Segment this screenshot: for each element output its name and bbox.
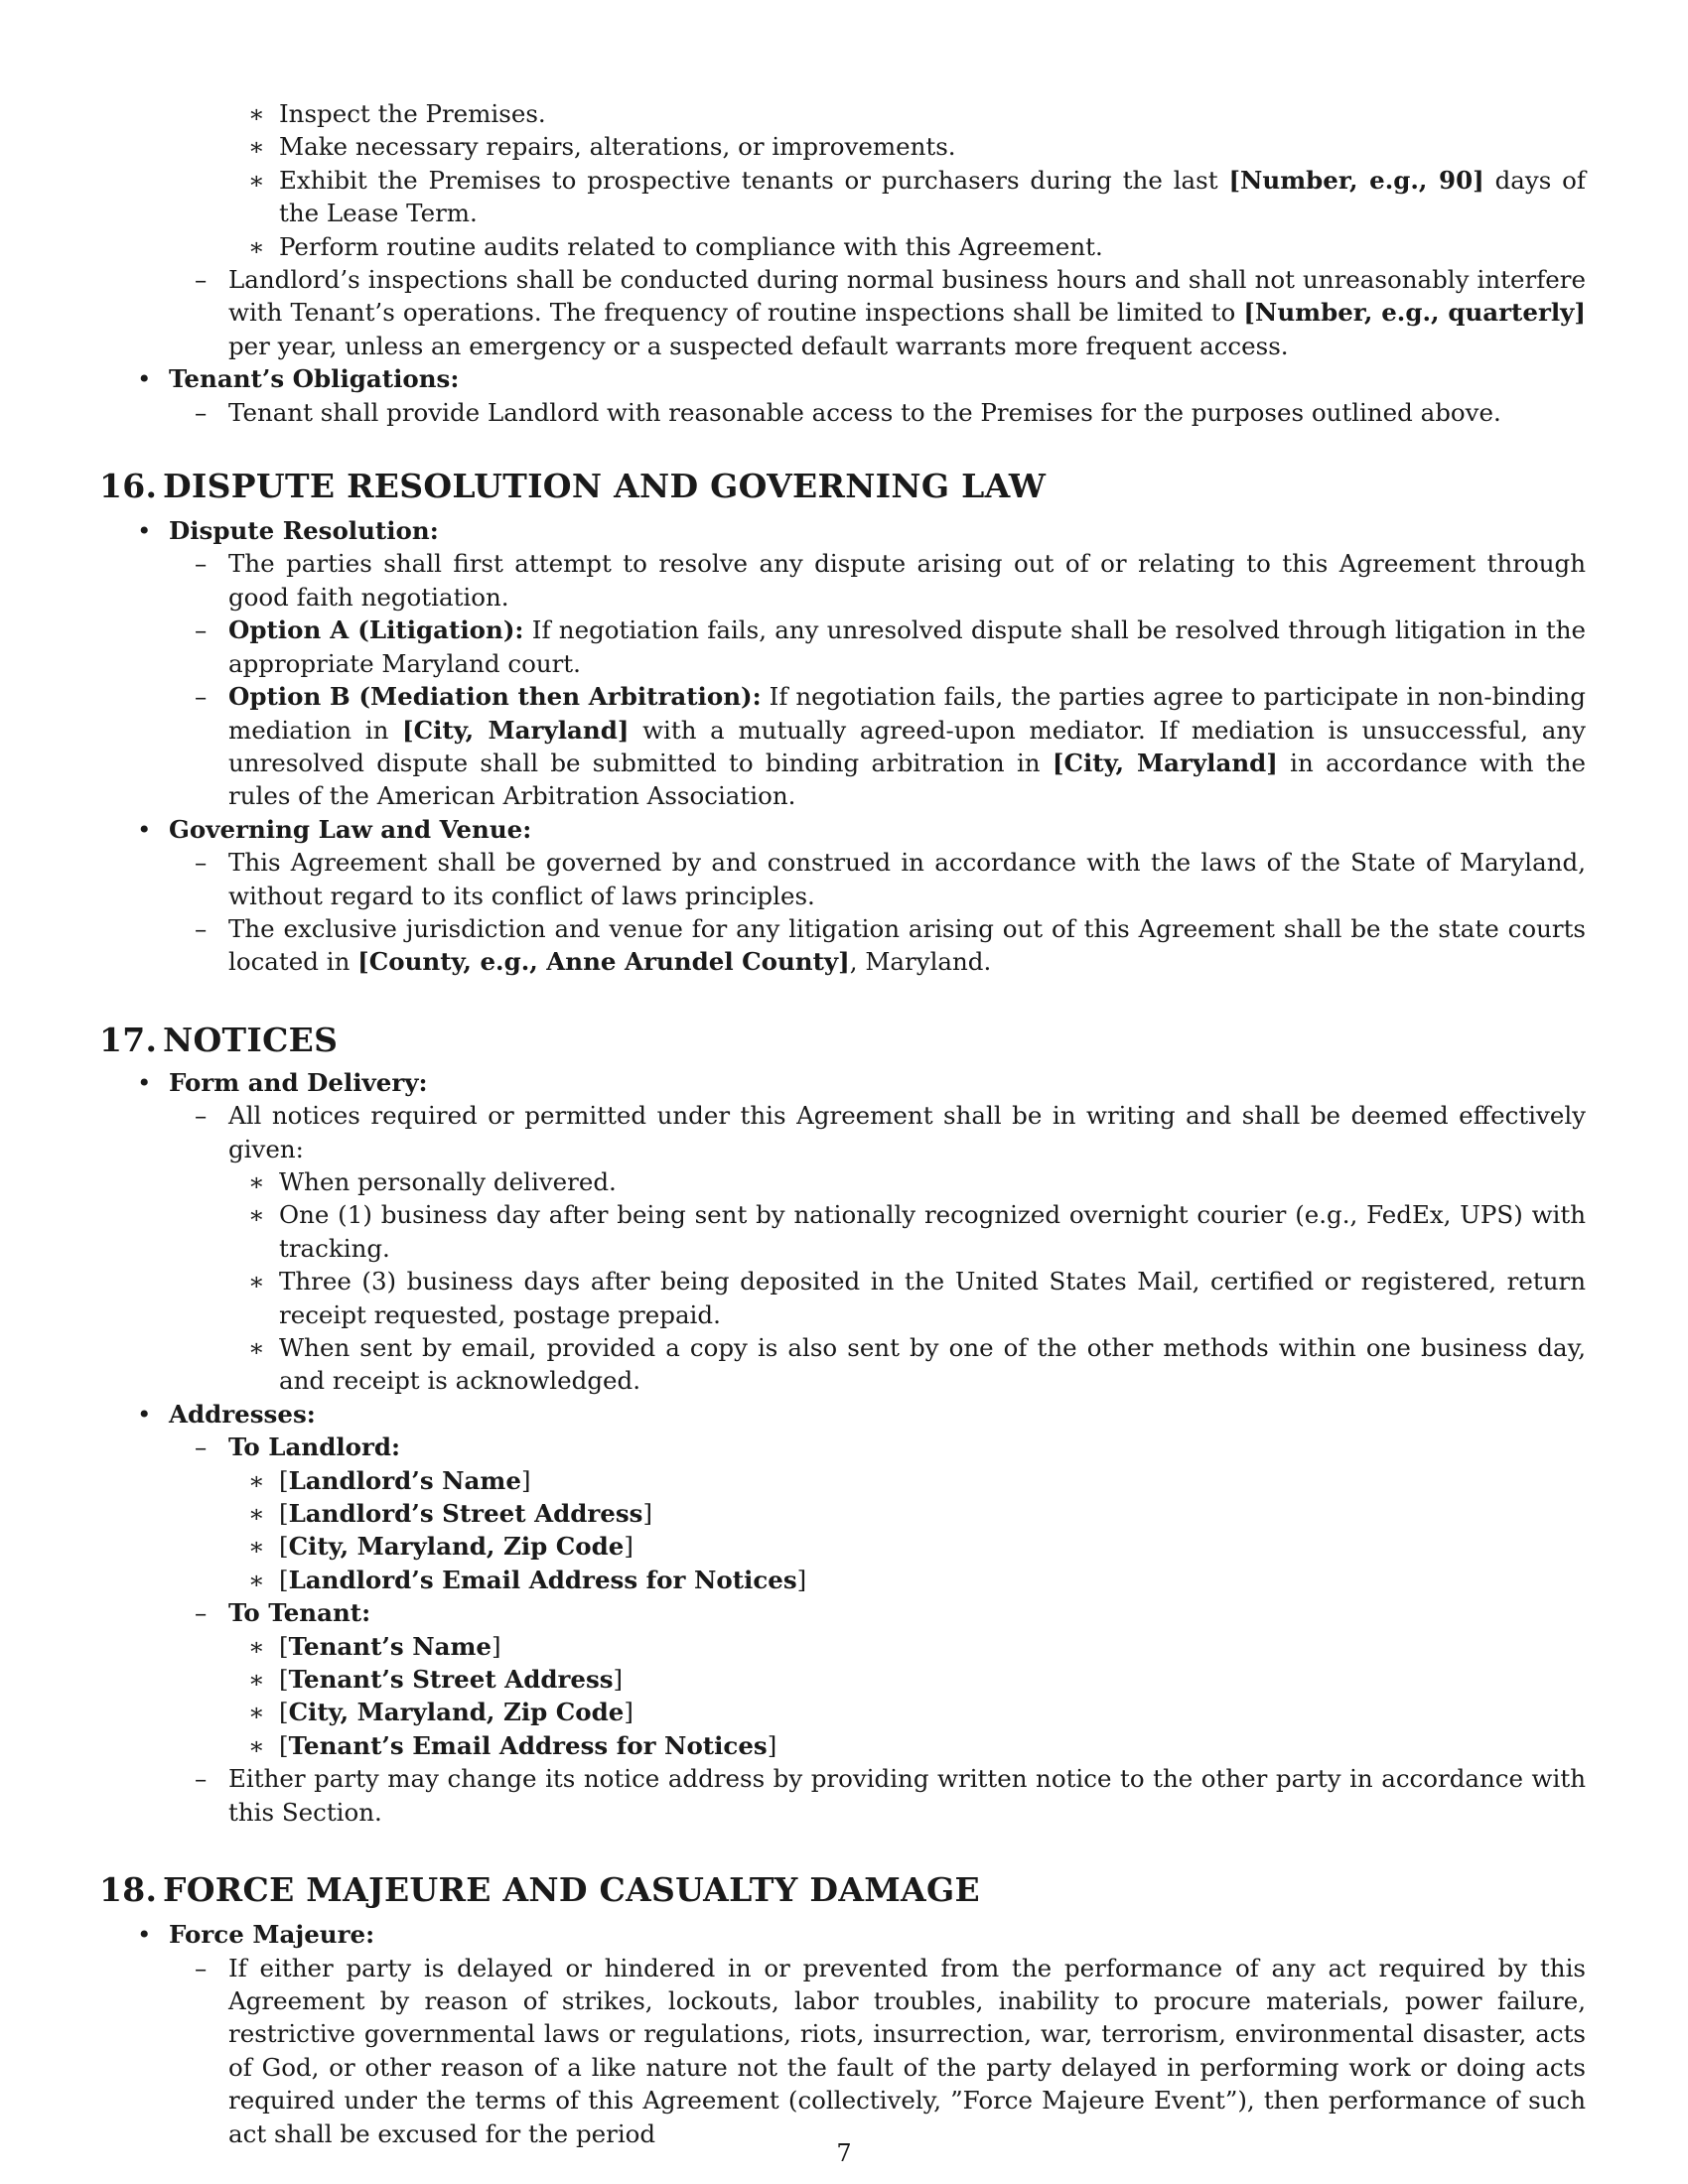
list-item: ∗ Three (3) business days after being deposited in the United States Mail, certified or registered, return receipt requested, postage prepaid. [248,1267,1586,1329]
list-item: – This Agreement shall be governed by and construed in accordance with the laws of the State of Maryland, without regard to its conflict of laws principles. [195,848,1586,910]
list-item: – Landlord’s inspections shall be conducted during normal business hours and shall not unreasonably interfere with Tenant’s operations. The frequency of routine inspections shall be limited to [Number, e.g., quarterly] per year, unless an emergency or a suspected default warrants more frequent access. [195,265,1586,360]
address-line: ∗ [Tenant’s Email Address for Notices] [248,1730,777,1760]
list-item: – All notices required or permitted under this Agreement shall be in writing and shall be deemed effectively given: [195,1101,1586,1163]
list-item: – Tenant shall provide Landlord with reasonable access to the Premises for the purposes outlined above. [195,397,1501,427]
list-item: ∗ Exhibit the Premises to prospective tenants or purchasers during the last [Number, e.g., 90] days of the Lease Term. [248,165,1586,228]
force-majeure-heading: • Force Majeure: [137,1920,375,1950]
list-item: – Either party may change its notice address by providing written notice to the other party in accordance with this Section. [195,1764,1586,1827]
list-item: ∗ Make necessary repairs, alterations, or improvements. [248,132,956,162]
address-line: ∗ [City, Maryland, Zip Code] [248,1532,633,1562]
addresses-heading: • Addresses: [137,1399,316,1429]
list-item: – The parties shall first attempt to resolve any dispute arising out of or relating to this Agreement through good faith negotiation. [195,549,1586,612]
form-delivery-heading: • Form and Delivery: [137,1067,428,1097]
list-item: ∗ Perform routine audits related to compliance with this Agreement. [248,231,1103,261]
governing-law-heading: • Governing Law and Venue: [137,814,532,844]
page-number: 7 [836,2139,852,2167]
list-item: ∗ One (1) business day after being sent by nationally recognized overnight courier (e.g., FedEx, UPS) with tracking. [248,1200,1586,1263]
section-heading-17: 17. NOTICES [99,1020,339,1059]
list-item: ∗ When sent by email, provided a copy is also sent by one of the other methods within one business day, and receipt is acknowledged. [248,1333,1586,1396]
address-line: ∗ [City, Maryland, Zip Code] [248,1698,633,1727]
tenant-obligations-heading: • Tenant’s Obligations: [137,364,460,394]
list-item: ∗ Inspect the Premises. [248,99,546,128]
section-heading-16: 16. DISPUTE RESOLUTION AND GOVERNING LAW [99,467,1047,506]
list-item: – If either party is delayed or hindered in or prevented from the performance of any act required by this Agreement by reason of strikes, lockouts, labor troubles, inability to procure materials, power failure, restrictive governmental laws or regulations, riots, insurrection, war, terrorism, environmental disaster, acts of God, or other reason of a like nature not the fault of the party delayed in performing work or doing acts required under the terms of this Agreement (collectively, ”Force Majeure Event”), then performance of such act shall be excused for the period [195,1953,1586,2148]
to-landlord-heading: – To Landlord: [195,1433,401,1462]
address-line: ∗ [Landlord’s Name] [248,1465,531,1495]
address-line: ∗ [Landlord’s Street Address] [248,1499,653,1529]
address-line: ∗ [Landlord’s Email Address for Notices] [248,1565,807,1594]
list-item: – Option B (Mediation then Arbitration): If negotiation fails, the parties agree to participate in non-binding mediation in [City, Maryland] with a mutually agreed-upon mediator. If mediation is unsuccessful, any unresolved dispute shall be submitted to binding arbitration in [City, Maryland] in accordance with the rules of the American Arbitration Association. [195,682,1586,811]
section-heading-18: 18. FORCE MAJEURE AND CASUALTY DAMAGE [99,1870,980,1910]
dispute-resolution-heading: • Dispute Resolution: [137,516,439,546]
to-tenant-heading: – To Tenant: [195,1598,371,1628]
list-item: – The exclusive jurisdiction and venue for any litigation arising out of this Agreement shall be the state courts located in [County, e.g., Anne Arundel County], Maryland. [195,913,1586,977]
address-line: ∗ [Tenant’s Street Address] [248,1665,624,1695]
list-item: – Option A (Litigation): If negotiation fails, any unresolved dispute shall be resolved through litigation in the appropriate Maryland court. [195,615,1586,678]
address-line: ∗ [Tenant’s Name] [248,1631,501,1661]
list-item: ∗ When personally delivered. [248,1166,617,1196]
